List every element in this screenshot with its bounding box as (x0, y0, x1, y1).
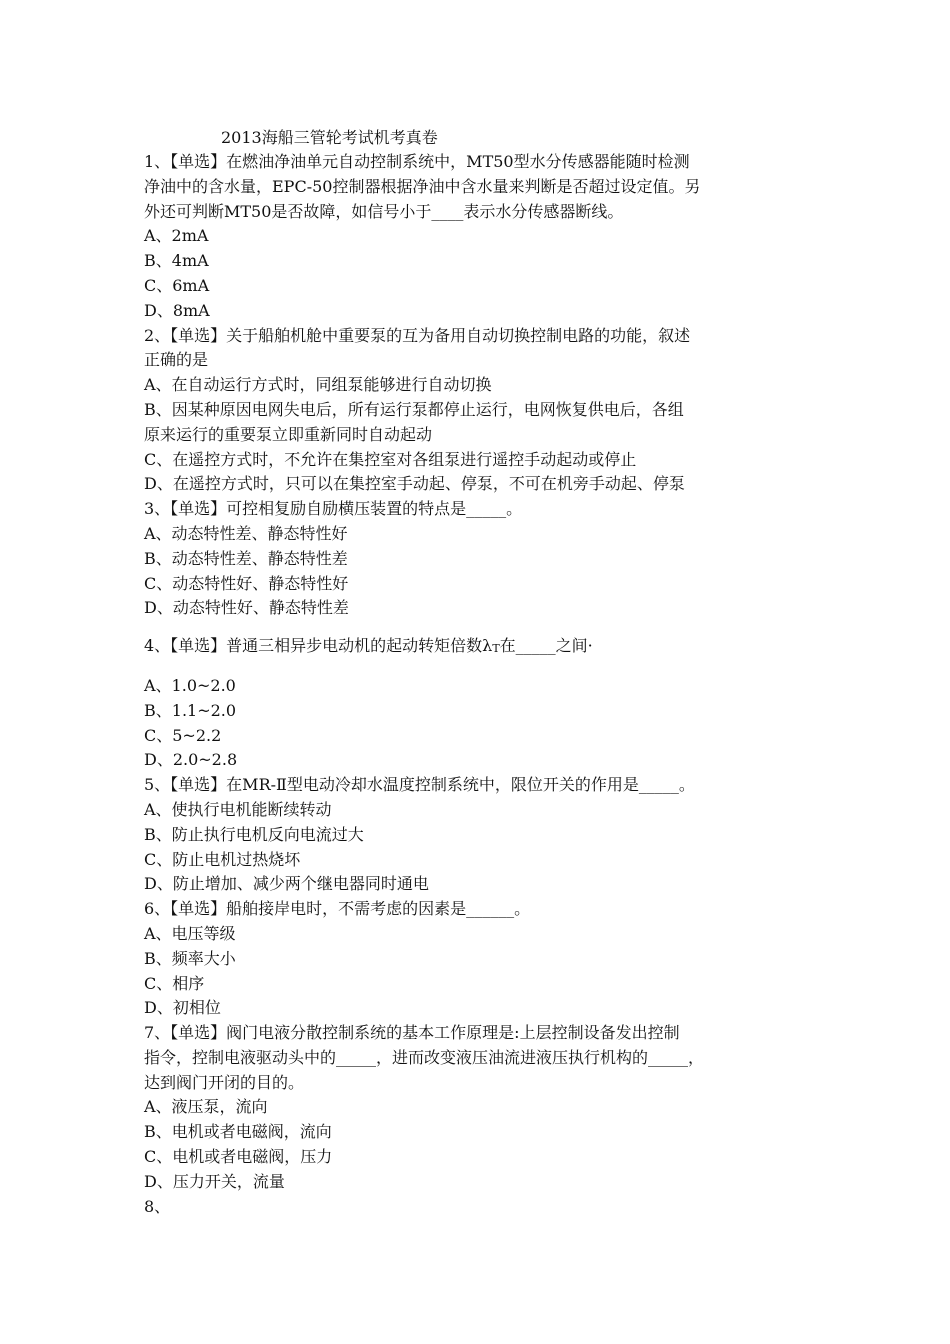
question-1-option-d: D、8mA (144, 300, 210, 320)
question-3-option-d: D、动态特性好、静态特性差 (144, 598, 349, 618)
question-4-option-c: C、5~2.2 (144, 725, 222, 745)
question-2-stem-line-2: 正确的是 (144, 350, 209, 370)
question-5-option-b: B、防止执行电机反向电流过大 (144, 824, 364, 844)
question-2-option-d: D、在遥控方式时，只可以在集控室手动起、停泵，不可在机旁手动起、停泵 (144, 474, 685, 494)
question-4-stem-tail: 在_____之间· (499, 636, 593, 656)
question-6-option-b: B、频率大小 (144, 948, 236, 968)
question-2-option-a: A、在自动运行方式时，同组泵能够进行自动切换 (144, 375, 492, 395)
question-2-option-b: B、因某种原因电网失电后，所有运行泵都停止运行，电网恢复供电后，各组 (144, 399, 684, 419)
question-5-option-a: A、使执行电机能断续转动 (144, 799, 332, 819)
question-6-option-d: D、初相位 (144, 998, 221, 1018)
question-1-option-b: B、4mA (144, 251, 209, 271)
question-2-option-b-cont: 原来运行的重要泵立即重新同时自动起动 (144, 424, 433, 444)
question-7-option-b: B、电机或者电磁阀，流向 (144, 1122, 332, 1142)
question-6-option-c: C、相序 (144, 973, 205, 993)
question-1-option-c: C、6mA (144, 275, 210, 295)
question-2-stem-line-1: 2、【单选】关于船舶机舱中重要泵的互为备用自动切换控制电路的功能，叙述 (144, 325, 691, 345)
question-4-subscript: T (492, 642, 500, 656)
question-4-option-b: B、1.1~2.0 (144, 700, 237, 720)
question-6-option-a: A、电压等级 (144, 923, 236, 943)
question-list (144, 150, 820, 1219)
question-6-stem: 6、【单选】船舶接岸电时，不需考虑的因素是______。 (144, 899, 531, 919)
question-4-option-a: A、1.0~2.0 (144, 675, 236, 695)
question-8-stem: 8、 (144, 1196, 171, 1216)
question-3-option-c: C、动态特性好、静态特性好 (144, 573, 349, 593)
question-5-option-d: D、防止增加、减少两个继电器同时通电 (144, 874, 429, 894)
question-7-stem-line-2: 指令，控制电液驱动头中的_____，进而改变液压油流进液压执行机构的_____， (144, 1047, 705, 1067)
question-5-stem: 5、【单选】在MR-Ⅱ型电动冷却水温度控制系统中，限位开关的作用是_____。 (144, 775, 695, 795)
question-4-stem-text: 4、【单选】普通三相异步电动机的起动转矩倍数λ (144, 636, 493, 656)
question-1-option-a: A、2mA (144, 226, 209, 246)
question-4-stem (144, 634, 820, 661)
question-7-option-d: D、压力开关，流量 (144, 1171, 285, 1191)
question-7-option-c: C、电机或者电磁阀，压力 (144, 1147, 333, 1167)
question-1-stem-line-3: 外还可判断MT50是否故障，如信号小于____表示水分传感器断线。 (144, 201, 624, 221)
question-4-option-d: D、2.0~2.8 (144, 750, 238, 770)
question-3-option-a: A、动态特性差、静态特性好 (144, 523, 348, 543)
question-7-stem-line-3: 达到阀门开闭的目的。 (144, 1072, 305, 1092)
question-3-option-b: B、动态特性差、静态特性差 (144, 548, 348, 568)
question-7-option-a: A、液压泵，流向 (144, 1097, 268, 1117)
question-5-option-c: C、防止电机过热烧坏 (144, 849, 301, 869)
question-7-stem-line-1: 7、【单选】阀门电液分散控制系统的基本工作原理是:上层控制设备发出控制 (144, 1023, 680, 1043)
question-2-option-c: C、在遥控方式时，不允许在集控室对各组泵进行遥控手动起动或停止 (144, 449, 637, 469)
question-1-stem-line-1: 1、【单选】在燃油净油单元自动控制系统中，MT50型水分传感器能随时检测 (144, 152, 690, 171)
question-3-stem: 3、【单选】可控相复励自励横压装置的特点是_____。 (144, 499, 523, 519)
document-title: 2013海船三管轮考试机考真卷 (221, 128, 438, 147)
question-1-stem-line-2: 净油中的含水量，EPC-50控制器根据净油中含水量来判断是否超过设定值。另 (144, 176, 701, 196)
